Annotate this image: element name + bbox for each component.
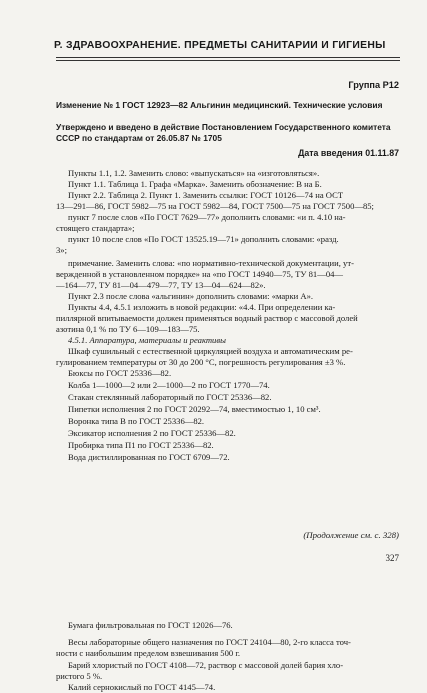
text-line: Вода дистиллированная по ГОСТ 6709—72. — [68, 452, 230, 462]
text-line: Барий хлористый по ГОСТ 4108—72, раствор с массовой долей бария хло- — [68, 659, 344, 670]
page-number: 327 — [385, 553, 399, 563]
title-rule — [56, 57, 400, 58]
text-line: Пункты 4.4, 4.5.1 изложить в новой редакции: «4.4. При определении ка- — [68, 302, 336, 312]
text-line: Эксикатор исполнения 2 по ГОСТ 25336—82. — [68, 428, 236, 438]
group-code: Группа Р12 — [348, 80, 399, 90]
text-line: пункт 10 после слов «По ГОСТ 13525.19—71» дополнить словами: «разд. — [68, 234, 339, 244]
text-line: —164—77, ТУ 81—04—479—77, ТУ 13—04—624—82». — [56, 280, 266, 290]
change-title: Изменение № 1 ГОСТ 12923—82 Альгинин медицинский. Технические условия — [56, 100, 383, 110]
text-line: примечание. Заменить слова: «по нормативно-технической документации, ут- — [68, 258, 354, 268]
subsection-heading: 4.5.1. Аппаратура, материалы и реактивы — [68, 335, 226, 345]
text-line: Воронка типа В по ГОСТ 25336—82. — [68, 416, 205, 426]
text-line: Бумага фильтровальная по ГОСТ 12026—76. — [68, 619, 233, 630]
text-line: азотина 0,1 % по ТУ 6—109—183—75. — [56, 324, 200, 334]
approved-line-2: СССР по стандартам от 26.05.87 № 1705 — [56, 133, 222, 143]
text-line: пункт 7 после слов «По ГОСТ 7629—77» дополнить словами: «и п. 4.10 на- — [68, 212, 346, 222]
text-line: Бюксы по ГОСТ 25336—82. — [68, 368, 172, 378]
text-line: стоящего стандарта»; — [56, 223, 135, 233]
text-line: Пункты 1.1, 1.2. Заменить слово: «выпускаться» на «изготовляться». — [68, 168, 320, 178]
text-line: Стакан стеклянный лабораторный по ГОСТ 25336—82. — [68, 392, 272, 402]
text-line: Весы лабораторные общего назначения по ГОСТ 24104—80, 2-го класса точ- — [68, 637, 351, 648]
text-line: ристого 5 %. — [56, 671, 103, 681]
text-line: Калий сернокислый по ГОСТ 4145—74. — [68, 682, 216, 693]
text-line: Пипетки исполнения 2 по ГОСТ 20292—74, вместимостью 1, 10 см³. — [68, 404, 321, 414]
continued-note: (Продолжение см. с. 328) — [303, 530, 399, 540]
text-line: 3»; — [56, 245, 67, 255]
text-line: вержденной в установленном порядке» на «по ГОСТ 14940—75, ТУ 81—04— — [56, 269, 344, 279]
section-title: Р. ЗДРАВООХРАНЕНИЕ. ПРЕДМЕТЫ САНИТАРИИ И ГИГИЕНЫ — [54, 40, 386, 51]
text-line: Колба 1—1000—2 или 2—1000—2 по ГОСТ 1770—74. — [68, 380, 270, 390]
approved-line-1: Утверждено и введено в действие Постановлением Государственного комитета — [56, 122, 391, 132]
text-line: пиллярной впитываемости должен применяться водный раствор с массовой долей — [56, 313, 358, 323]
text-line: Пункт 2.3 после слова «альгинин» дополнить словами: «марки А». — [68, 291, 314, 301]
effective-date: Дата введения 01.11.87 — [298, 148, 399, 158]
title-rule-second — [56, 60, 400, 61]
text-line: Шкаф сушильный с естественной циркуляцией воздуха и автоматическим ре- — [68, 346, 353, 356]
text-line: Пункт 1.1. Таблица 1. Графа «Марка». Заменить обозначение: В на Б. — [68, 179, 322, 189]
text-line: гулированием температуры от 30 до 200 °С, погрешность регулирования ±3 %. — [56, 357, 346, 367]
text-line: 13—291—86, ГОСТ 5982—75 на ГОСТ 5982—84, ГОСТ 7500—75 на ГОСТ 7500—85; — [56, 201, 374, 211]
text-line: Пробирка типа П1 по ГОСТ 25336—82. — [68, 440, 214, 450]
text-line: Пункт 2.2. Таблица 2. Пункт 1. Заменить ссылки: ГОСТ 10126—74 на ОСТ — [68, 190, 344, 200]
text-line: ности с наибольшим пределом взвешивания 500 г. — [56, 648, 241, 659]
